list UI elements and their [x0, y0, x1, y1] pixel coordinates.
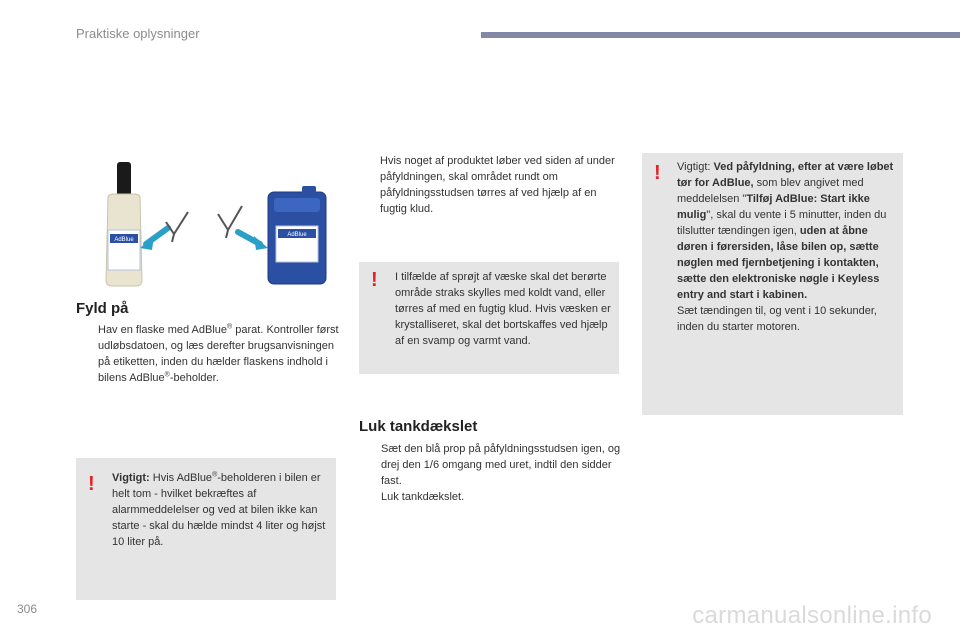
arrow-head-icon — [140, 236, 154, 250]
warning-box-middle — [359, 262, 619, 374]
watermark: carmanualsonline.info — [692, 602, 932, 629]
canister-icon — [268, 186, 326, 284]
header-title: Praktiske oplysninger — [76, 26, 200, 41]
luk-bullet-list — [361, 441, 623, 505]
bottle-label: AdBlue — [114, 237, 134, 243]
warning-icon: ! — [371, 269, 378, 291]
fyld-bullet-list — [78, 322, 340, 386]
list-item: Hvis noget af produktet løber ved siden af under påfyldningen, skal området rundt om påfyldningsstudsen tørres af ved hjælp af en fugtig klud. — [380, 155, 615, 215]
warning-text-right: Vigtigt: Ved påfyldning, efter at være løbet tør for AdBlue, som blev angivet med meddelelsen "Tilføj AdBlue: Start ikke mulig", skal du vente i 5 minutter, inden du tilslutter tændingen igen, uden at åbne døren i førersiden, låse bilen op, sætte nøglen med fjernbetjening i kontakten, sætte den elektroniske nøgle i Keyless entry and start i kabinen. Sæt tændingen til, og vent i 10 sekunder, inden du starter motoren. — [677, 161, 894, 333]
section-title-fyld: Fyld på — [76, 300, 129, 317]
list-item: Hav en flaske med AdBlue® parat. Kontroller først udløbsdatoen, og læs derefter brugsanvisningen på etiketten, inden du hælder flaskens indhold i bilens AdBlue®-beholder. — [98, 323, 339, 384]
warning-icon: ! — [654, 162, 661, 184]
spill-bullet-list — [360, 153, 622, 217]
adblue-illustration — [88, 150, 338, 290]
warning-box-left — [76, 458, 336, 600]
warning-box-right — [642, 153, 903, 415]
warning-text-middle: I tilfælde af sprøjt af væske skal det berørte område straks skylles med koldt vand, eller tørres af med en fugtig klud. Hvis væsken er krystalliseret, skal det bortskaffes ved hjælp af en svamp og varmt vand. — [395, 271, 611, 347]
bottle-icon — [106, 162, 142, 286]
check-icon — [166, 212, 188, 242]
section-title-luk: Luk tankdækslet — [359, 418, 478, 435]
adblue-illustration-svg — [88, 150, 338, 290]
warning-icon: ! — [88, 473, 95, 495]
header-bar — [481, 32, 960, 38]
list-item: Luk tankdækslet. — [381, 491, 465, 503]
page-number: 306 — [17, 602, 38, 616]
warning-text-left: Vigtigt: Hvis AdBlue®-beholderen i bilen er helt tom - hvilket bekræftes af alarmmeddelelser og ved at bilen ikke kan starte - skal du hælde mindst 4 liter og højst 10 liter på. — [112, 471, 326, 548]
list-item: Sæt den blå prop på påfyldningsstudsen igen, og drej den 1/6 omgang med uret, indtil den sidder fast. — [381, 443, 621, 487]
arrow-head-icon — [254, 236, 268, 250]
canister-label: AdBlue — [287, 232, 307, 238]
